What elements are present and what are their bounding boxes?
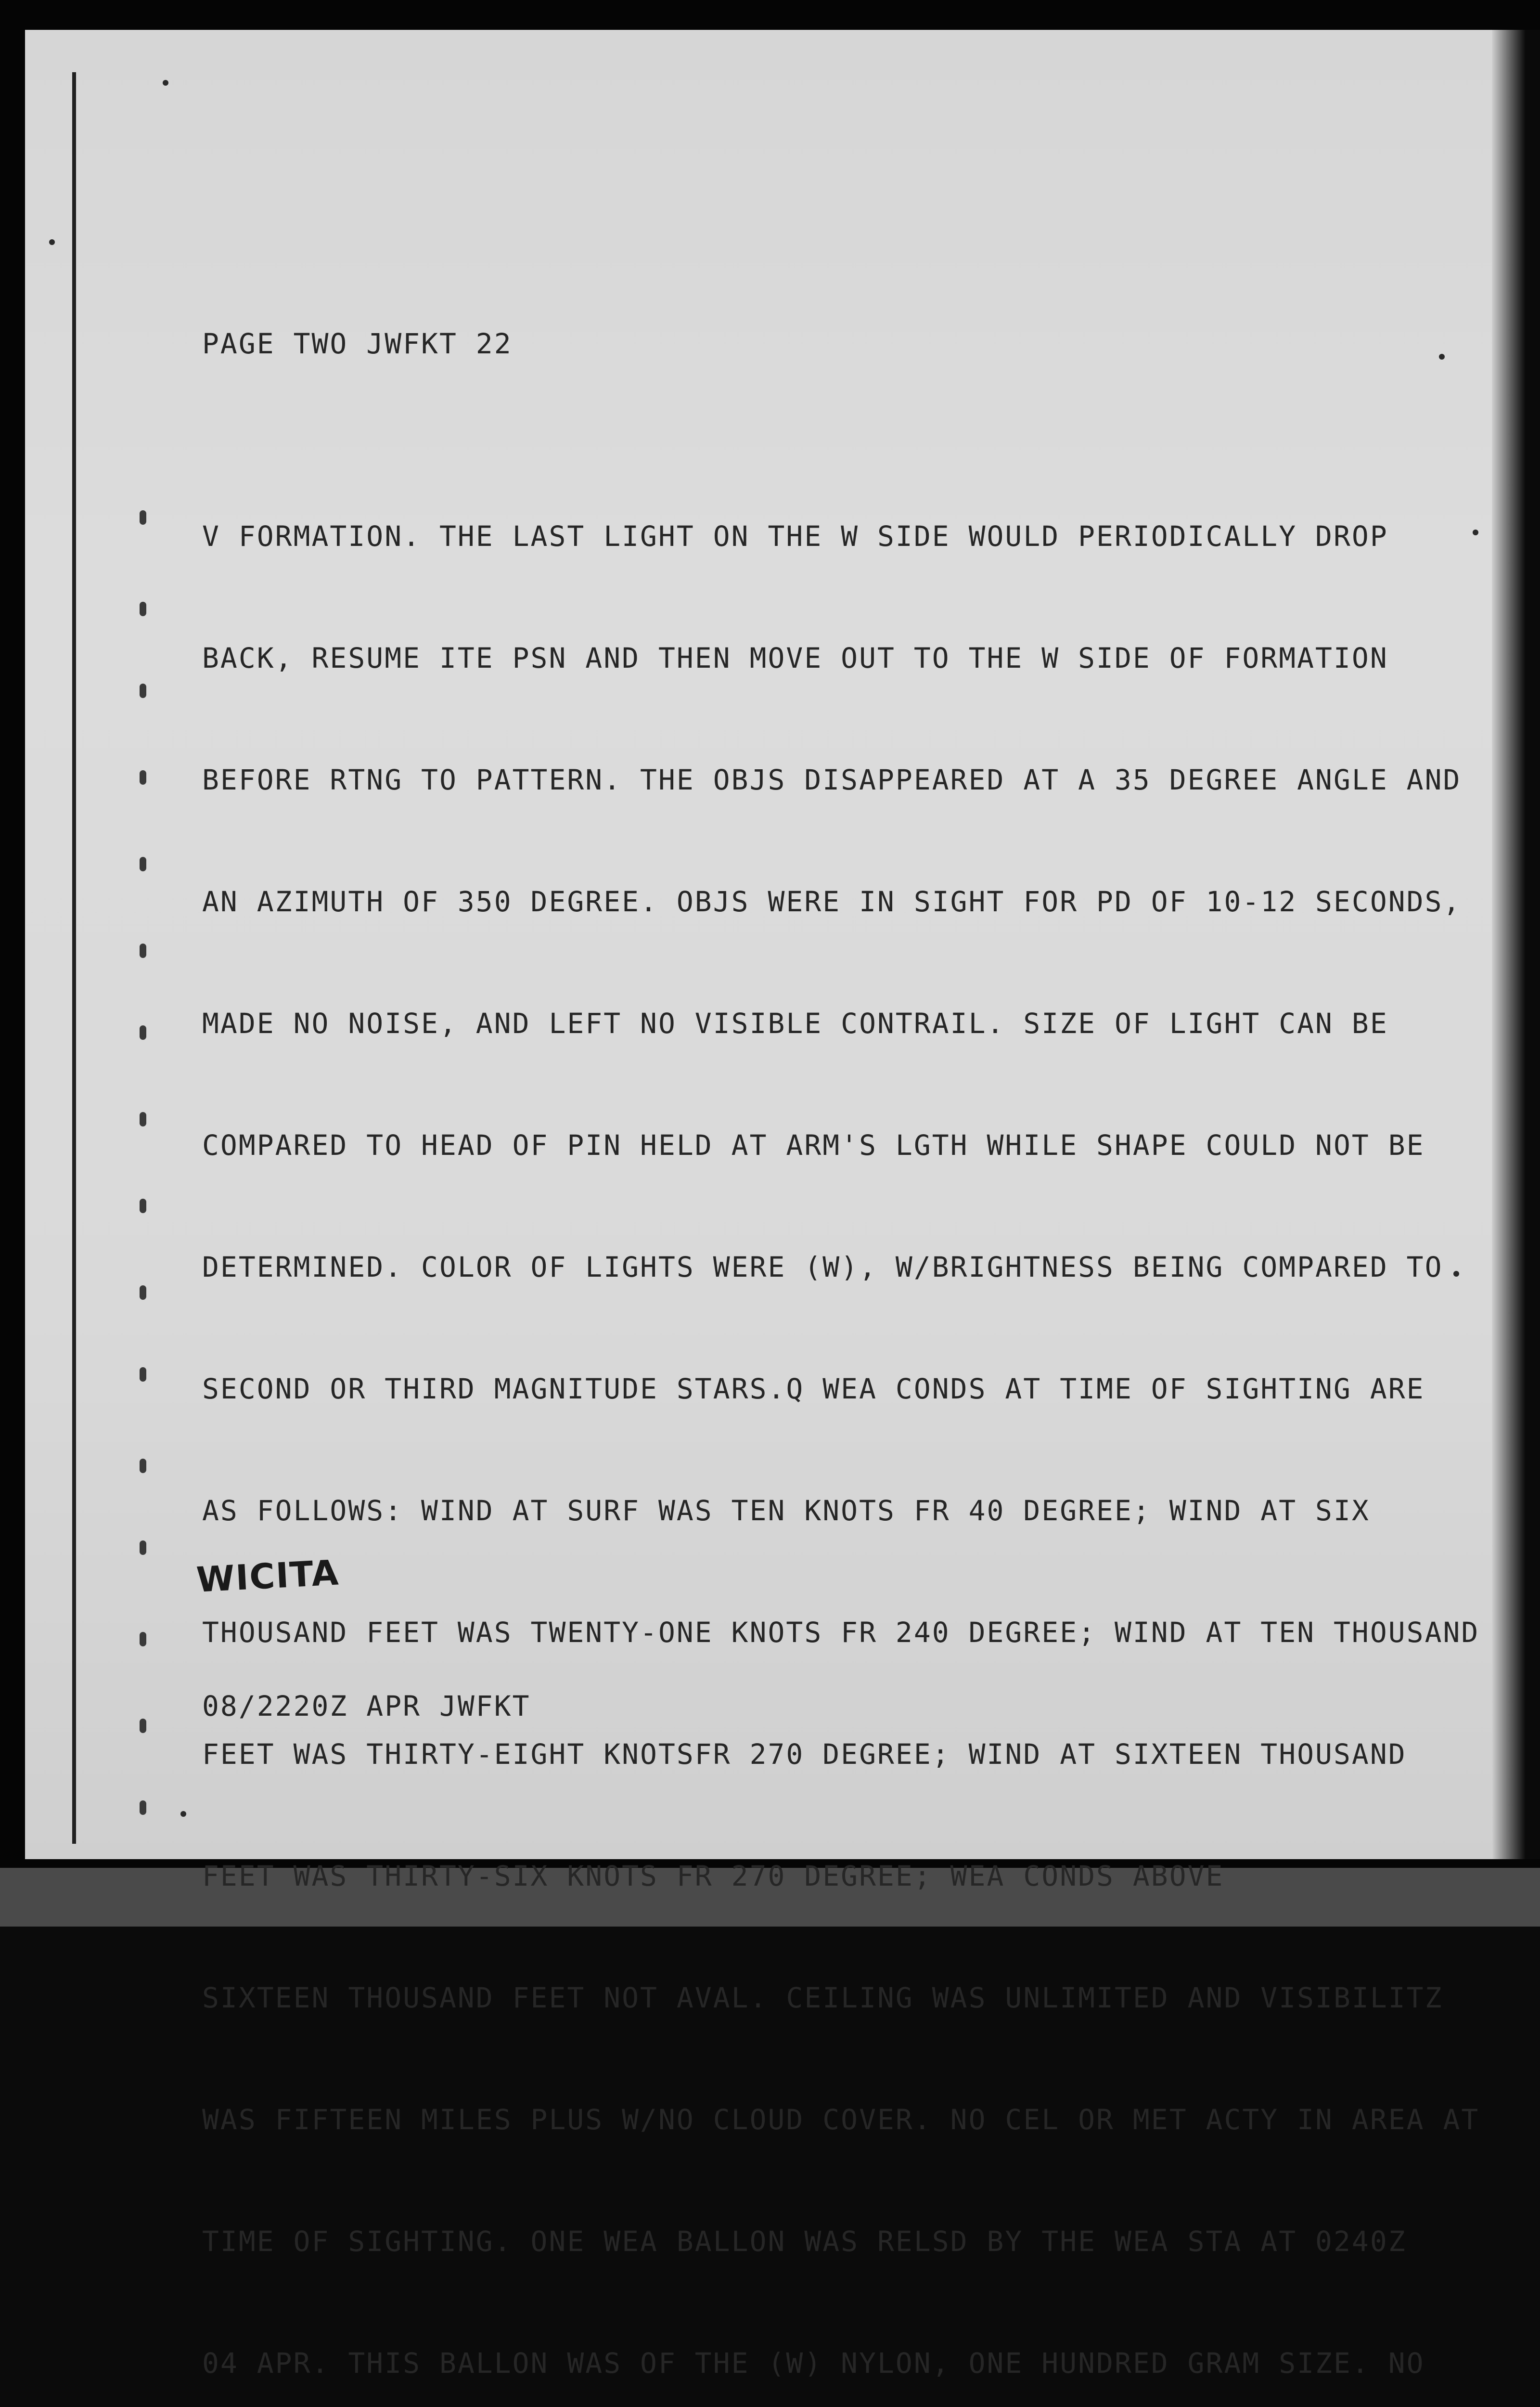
text-line: THOUSAND FEET WAS TWENTY-ONE KNOTS FR 240 DEGREE; WIND AT TEN THOUSAND bbox=[202, 1616, 1480, 1649]
page-left-edge-line bbox=[72, 72, 76, 1844]
message-body bbox=[202, 443, 1479, 2407]
margin-mark bbox=[140, 770, 146, 785]
margin-mark bbox=[140, 602, 146, 616]
scan-right-edge bbox=[1492, 30, 1540, 1859]
text-line: SECOND OR THIRD MAGNITUDE STARS.Q WEA CONDS AT TIME OF SIGHTING ARE bbox=[202, 1372, 1425, 1405]
scan-speck bbox=[180, 1811, 186, 1817]
margin-mark bbox=[140, 1632, 146, 1646]
text-line: WAS FIFTEEN MILES PLUS W/NO CLOUD COVER. NO CEL OR MET ACTY IN AREA AT bbox=[202, 2103, 1480, 2136]
text-line: FEET WAS THIRTY-SIX KNOTS FR 270 DEGREE; WEA CONDS ABOVE bbox=[202, 1860, 1224, 1892]
scan-speck bbox=[49, 239, 55, 245]
margin-mark bbox=[140, 1199, 146, 1213]
text-line: 04 APR. THIS BALLON WAS OF THE (W) NYLON, ONE HUNDRED GRAM SIZE. NO bbox=[202, 2347, 1425, 2380]
text-line: MADE NO NOISE, AND LEFT NO VISIBLE CONTRAIL. SIZE OF LIGHT CAN BE bbox=[202, 1007, 1388, 1040]
text-line: TIME OF SIGHTING. ONE WEA BALLON WAS RELSD BY THE WEA STA AT 0240Z bbox=[202, 2225, 1407, 2258]
text-line: AS FOLLOWS: WIND AT SURF WAS TEN KNOTS FR 40 DEGREE; WIND AT SIX bbox=[202, 1494, 1370, 1527]
scan-speck bbox=[163, 80, 168, 86]
margin-mark bbox=[140, 1112, 146, 1126]
text-line: SIXTEEN THOUSAND FEET NOT AVAL. CEILING WAS UNLIMITED AND VISIBILITZ bbox=[202, 1981, 1443, 2014]
margin-mark bbox=[140, 1285, 146, 1300]
text-line: V FORMATION. THE LAST LIGHT ON THE W SIDE WOULD PERIODICALLY DROP bbox=[202, 520, 1388, 553]
margin-mark bbox=[140, 684, 146, 698]
margin-mark bbox=[140, 857, 146, 871]
text-line: DETERMINED. COLOR OF LIGHTS WERE (W), W/BRIGHTNESS BEING COMPARED TO bbox=[202, 1251, 1443, 1283]
margin-mark bbox=[140, 1025, 146, 1040]
date-time-group: 08/2220Z APR JWFKT bbox=[202, 1690, 531, 1722]
handwritten-annotation: WICITA bbox=[195, 1552, 341, 1600]
text-line: BEFORE RTNG TO PATTERN. THE OBJS DISAPPEARED AT A 35 DEGREE ANGLE AND bbox=[202, 764, 1462, 796]
text-line: BACK, RESUME ITE PSN AND THEN MOVE OUT TO THE W SIDE OF FORMATION bbox=[202, 642, 1388, 674]
text-line: COMPARED TO HEAD OF PIN HELD AT ARM'S LGTH WHILE SHAPE COULD NOT BE bbox=[202, 1129, 1425, 1162]
margin-mark bbox=[140, 944, 146, 958]
margin-mark bbox=[140, 1459, 146, 1473]
margin-mark bbox=[140, 1800, 146, 1815]
margin-mark bbox=[140, 1367, 146, 1382]
page-header: PAGE TWO JWFKT 22 bbox=[202, 327, 513, 360]
margin-mark bbox=[140, 1719, 146, 1733]
margin-mark bbox=[140, 510, 146, 525]
text-line: FEET WAS THIRTY-EIGHT KNOTSFR 270 DEGREE; WIND AT SIXTEEN THOUSAND bbox=[202, 1738, 1407, 1771]
text-line: AN AZIMUTH OF 350 DEGREE. OBJS WERE IN SIGHT FOR PD OF 10-12 SECONDS, bbox=[202, 885, 1462, 918]
margin-mark bbox=[140, 1540, 146, 1555]
